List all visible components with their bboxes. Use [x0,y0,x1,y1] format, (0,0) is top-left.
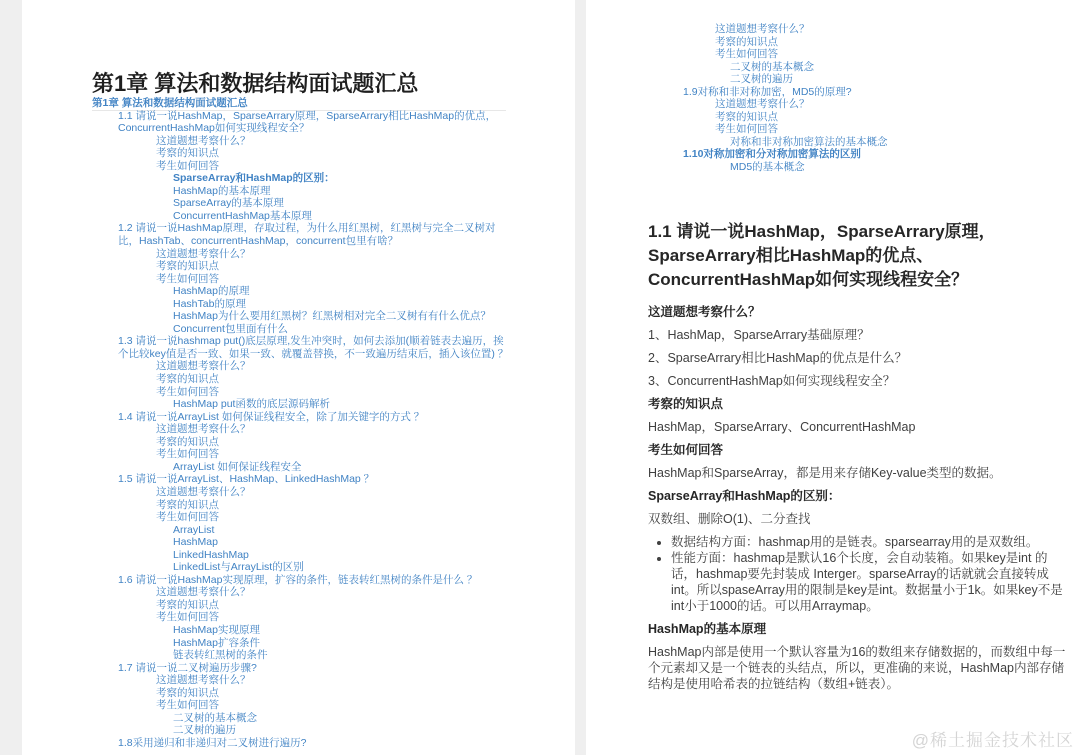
toc-entry[interactable]: 第1章 算法和数据结构面试题汇总 [92,97,248,109]
paragraph: HashMap内部是使用一个默认容量为16的数组来存储数据的，而数组中每一个元素却又是一个链表的头结点，所以，更准确的来说，HashMap内部存储结构是使用哈希表的拉链结构（数组+链表）。 [648,645,1066,691]
toc-entry[interactable]: HashMap [173,536,218,549]
toc-entry[interactable]: ConcurrentHashMap基本原理 [173,209,312,222]
toc-entry[interactable]: 考察的知识点 [156,435,219,448]
toc-entry[interactable]: 考察的知识点 [156,498,219,511]
toc-entry[interactable]: 二叉树的基本概念 [173,711,257,724]
toc-entry[interactable]: 1.10对称加密和分对称加密算法的区别 [683,148,861,161]
toc-entry[interactable]: 1.9对称和非对称加密，MD5的原理? [683,85,852,98]
toc-entry[interactable]: 这道题想考察什么？ [715,23,810,35]
toc-entry[interactable]: LinkedHashMap [173,548,249,561]
toc-entry[interactable]: 这道题想考察什么？ [156,423,251,436]
toc-entry[interactable]: 考生如何回答 [156,159,219,172]
paragraph: HashMap，SparseArrary、ConcurrentHashMap [648,420,916,434]
bold-lead-paragraph: HashMap的基本原理 [648,622,767,636]
page-gutter-divider [575,0,586,755]
subsection-heading: 考生如何回答 [648,443,724,457]
paragraph: HashMap和SparseArray，都是用来存储Key-value类型的数据。 [648,466,1002,480]
toc-entry[interactable]: 1.3 请说一说hashmap put()底层原理,发生冲突时，如何去添加(顺着链表去遍历，挨个比较key值是否一致、如果一致、就覆盖替换，不一致遍历结束后，插入该位置) ？ [118,335,509,360]
bullet-item: • 性能方面：hashmap是默认16个长度，会自动装箱。如果key是int 的话，hashmap要先封装成 Interger。sparseArray的话就就会直接转成int。所以spaseArray用的限制是key是int。数据量小于1k。如果key不是int小于1000的话。可以用Arraymap。 [671,550,1069,614]
toc-entry[interactable]: 考生如何回答 [156,511,219,524]
toc-entry[interactable]: 这道题想考察什么？ [156,360,251,373]
toc-entry[interactable]: 对称和非对称加密算法的基本概念 [730,135,888,148]
toc-entry[interactable]: 考生如何回答 [715,123,778,136]
toc-entry[interactable]: 考察的知识点 [156,373,219,386]
toc-entry[interactable]: HashMap的原理 [173,285,250,298]
bullet-item: • 数据结构方面：hashmap用的是链表。sparsearray用的是双数组。 [671,534,1069,550]
toc-entry[interactable]: 考察的知识点 [156,260,219,273]
toc-entry[interactable]: 考生如何回答 [156,272,219,285]
toc-entry[interactable]: 1.1 请说一说HashMap，SparseArrary原理，SparseArrary相比HashMap的优点，ConcurrentHashMap如何实现线程安全？ [118,109,497,135]
bold-lead-paragraph: SparseArray和HashMap的区别： [648,489,841,503]
section-heading: 1.1 请说一说HashMap，SparseArrary原理，SparseArrary相比HashMap的优点、ConcurrentHashMap如何实现线程安全？ [648,222,996,289]
toc-entry[interactable]: 链表转红黑树的条件 [173,649,268,662]
toc-entry[interactable]: ArrayList 如何保证线程安全 [173,460,302,473]
section-body [648,304,1069,692]
toc-entry[interactable]: HashMap的基本原理 [173,184,271,197]
toc-entry[interactable]: 1.2 请说一说HashMap原理，存取过程，为什么用红黑树，红黑树与完全二叉树对比，HashTab、concurrentHashMap，concurrent包里有啥？ [118,222,496,248]
toc-entry[interactable]: 考生如何回答 [156,699,219,712]
toc-entry[interactable]: 考察的知识点 [156,686,219,699]
toc-entry[interactable]: Concurrent包里面有什么 [173,322,288,335]
toc-entry[interactable]: 这道题想考察什么？ [156,586,251,599]
toc-entry[interactable]: 这道题想考察什么？ [715,98,810,111]
toc-entry[interactable]: 考察的知识点 [715,110,778,123]
paragraph: 3、ConcurrentHashMap如何实现线程安全？ [648,374,896,388]
toc-entry[interactable]: SparseArray的基本原理 [173,197,284,210]
toc-entry[interactable]: 这道题想考察什么？ [156,247,251,260]
paragraph: 双数组、删除O(1)、二分查找 [648,512,811,526]
toc-entry[interactable]: HashMap实现原理 [173,623,260,636]
watermark: @稀土掘金技术社区 [911,731,1074,750]
bullet-list [648,534,1069,614]
toc-entry[interactable]: LinkedList与ArrayList的区别 [173,561,304,574]
toc-entry[interactable]: 1.4 请说一说ArrayList 如何保证线程安全，除了加关键字的方式 ？ [118,410,425,423]
toc-entry[interactable]: 这道题想考察什么？ [156,134,251,147]
toc-entry[interactable]: 考察的知识点 [156,598,219,611]
toc-entry[interactable]: ArrayList [173,523,215,536]
toc-right-column [648,23,1068,174]
toc-entry[interactable]: 考生如何回答 [156,448,219,461]
toc-entry[interactable]: 1.8采用递归和非递归对二叉树进行遍历? [118,736,307,749]
toc-entry[interactable]: 考察的知识点 [156,147,219,160]
toc-entry[interactable]: 1.5 请说一说ArrayList、HashMap、LinkedHashMap ？ [118,473,375,486]
toc-entry[interactable]: 1.7 请说一说二叉树遍历步骤? [118,661,257,674]
toc-entry[interactable]: 考生如何回答 [156,385,219,398]
toc-left-column [92,97,509,749]
paragraph: 1、HashMap，SparseArrary基础原理？ [648,328,870,342]
toc-entry[interactable]: 考生如何回答 [715,48,778,61]
toc-entry[interactable]: 考察的知识点 [715,35,778,48]
page-margin-left [0,0,22,755]
toc-entry[interactable]: 二叉树的遍历 [730,73,793,86]
toc-entry[interactable]: HashTab的原理 [173,297,246,310]
toc-entry[interactable]: 二叉树的基本概念 [730,60,814,73]
toc-entry[interactable]: HashMap扩容条件 [173,636,260,649]
toc-entry[interactable]: 二叉树的遍历 [173,724,236,737]
paragraph: 2、SparseArrary相比HashMap的优点是什么？ [648,351,908,365]
toc-entry[interactable]: HashMap put函数的底层源码解析 [173,398,330,411]
toc-entry[interactable]: MD5的基本概念 [730,161,805,174]
toc-entry[interactable]: 考生如何回答 [156,611,219,624]
toc-entry[interactable]: 这道题想考察什么？ [156,485,251,498]
section-article [648,220,1069,699]
subsection-heading: 这道题想考察什么？ [648,305,761,319]
subsection-heading: 考察的知识点 [648,397,724,411]
toc-entry[interactable]: SparseArray和HashMap的区别： [173,172,335,185]
toc-entry[interactable]: 1.6 请说一说HashMap实现原理，扩容的条件，链表转红黑树的条件是什么 ？ [118,573,478,586]
toc-entry[interactable]: HashMap为什么要用红黑树？红黑树相对完全二叉树有有什么优点？ [173,310,491,323]
chapter-title: 第1章 算法和数据结构面试题汇总 [92,67,506,111]
toc-entry[interactable]: 这道题想考察什么？ [156,674,251,687]
